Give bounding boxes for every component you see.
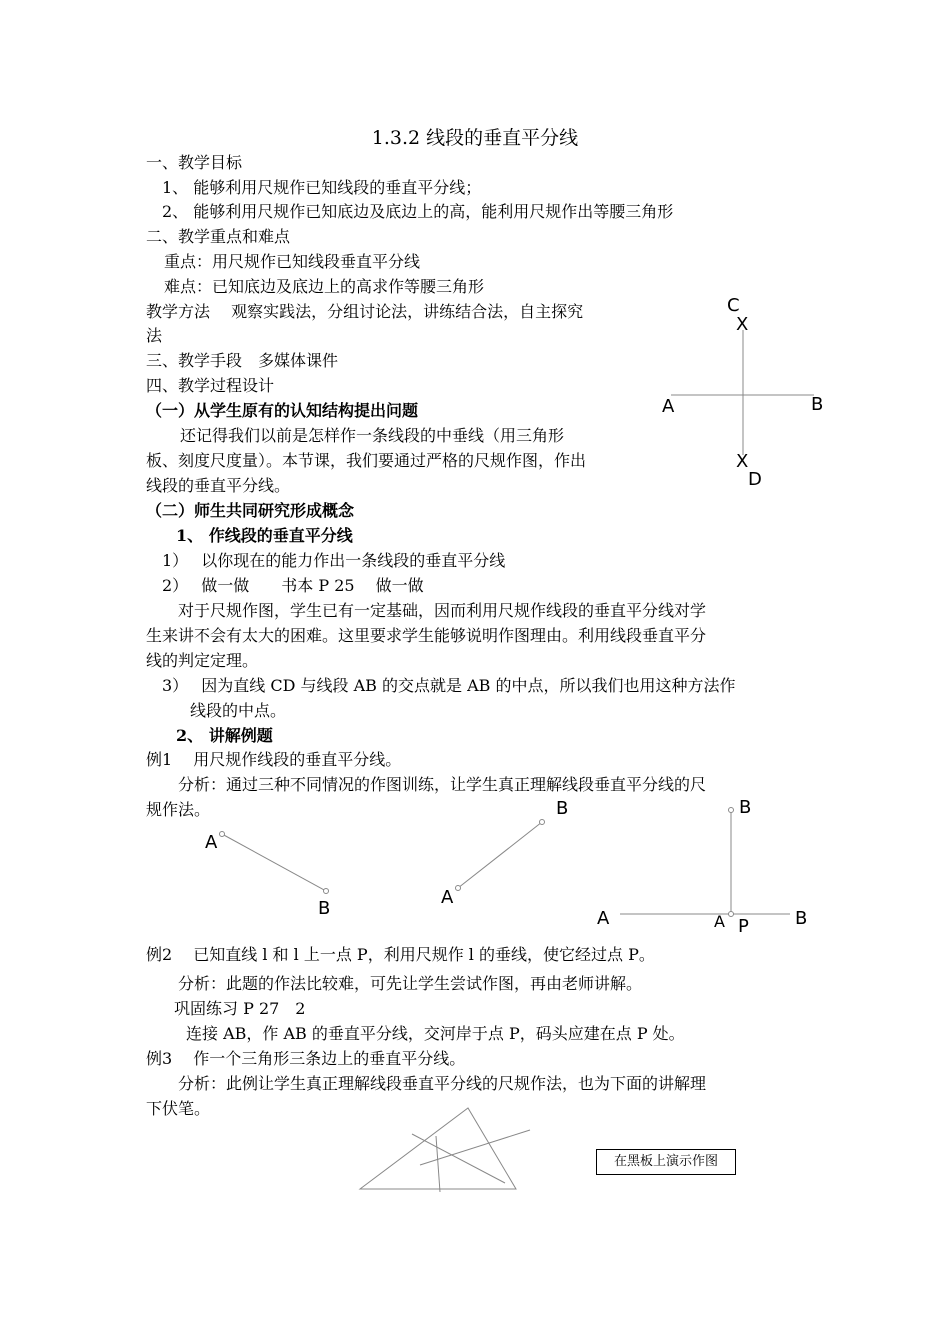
example-2-analysis: 分析：此题的作法比较难，可先让学生尝试作图，再由老师讲解。 bbox=[178, 974, 643, 993]
label-x-bottom: X bbox=[736, 451, 749, 472]
item-1: 1） 以你现在的能力作出一条线段的垂直平分线 bbox=[162, 551, 506, 570]
point-fig2-b bbox=[540, 820, 545, 825]
label-fig2-a: A bbox=[441, 887, 454, 908]
teaching-method-cont: 法 bbox=[146, 326, 163, 345]
part-2-heading: （二）师生共同研究形成概念 bbox=[146, 501, 355, 520]
objective-1: 1、 能够利用尺规作已知线段的垂直平分线； bbox=[162, 178, 482, 197]
example-1-analysis-b: 规作法。 bbox=[146, 800, 211, 819]
section-key-points: 二、教学重点和难点 bbox=[146, 227, 291, 246]
label-fig3-a-mid: A bbox=[714, 912, 725, 931]
label-fig2-b: B bbox=[556, 798, 569, 819]
section-objectives: 一、教学目标 bbox=[146, 153, 243, 172]
label-fig3-b-right: B bbox=[795, 908, 808, 929]
label-c: C bbox=[727, 295, 740, 316]
practice: 巩固练习 P 27 2 bbox=[174, 999, 306, 1018]
example-1-analysis-a: 分析：通过三种不同情况的作图训练，让学生真正理解线段垂直平分线的尺 bbox=[178, 775, 707, 794]
label-b: B bbox=[811, 394, 824, 415]
section-process: 四、教学过程设计 bbox=[146, 376, 275, 395]
section-means: 三、教学手段 多媒体课件 bbox=[146, 351, 339, 370]
example-1: 例1 用尺规作线段的垂直平分线。 bbox=[146, 750, 402, 769]
label-fig3-b: B bbox=[739, 797, 752, 818]
point-fig3-a bbox=[729, 912, 734, 917]
demo-on-blackboard-button[interactable]: 在黑板上演示作图 bbox=[596, 1149, 736, 1175]
item-3-text-b: 线段的中点。 bbox=[190, 701, 287, 720]
part-2-subheading-2: 2、 讲解例题 bbox=[176, 726, 273, 745]
label-a: A bbox=[662, 396, 675, 417]
item-2-text-c: 线的判定定理。 bbox=[146, 651, 259, 670]
item-2-text-b: 生来讲不会有太大的困难。这里要求学生能够说明作图理由。利用线段垂直平分 bbox=[146, 626, 707, 645]
segment-fig2 bbox=[458, 822, 542, 888]
point-fig3-b bbox=[729, 808, 734, 813]
teaching-method: 教学方法 观察实践法，分组讨论法，讲练结合法，自主探究 bbox=[146, 302, 584, 321]
item-3-text-a: 3） 因为直线 CD 与线段 AB 的交点就是 AB 的中点，所以我们也用这种方法作 bbox=[162, 676, 736, 695]
objective-2: 2、 能够利用尺规作已知底边及底边上的高，能利用尺规作出等腰三角形 bbox=[162, 202, 674, 221]
page-title: 1.3.2 线段的垂直平分线 bbox=[371, 127, 579, 149]
part-2-subheading-1: 1、 作线段的垂直平分线 bbox=[176, 526, 353, 545]
bisector-1 bbox=[412, 1134, 505, 1183]
part-1-text-a: 还记得我们以前是怎样作一条线段的中垂线（用三角形 bbox=[180, 426, 565, 445]
label-x-top: X bbox=[736, 314, 749, 335]
point-fig1-b bbox=[324, 889, 329, 894]
label-fig1-b: B bbox=[318, 898, 331, 919]
part-1-text-c: 线段的垂直平分线。 bbox=[146, 476, 291, 495]
item-2: 2） 做一做 书本 P 25 做一做 bbox=[162, 576, 424, 595]
part-1-heading: （一）从学生原有的认知结构提出问题 bbox=[146, 401, 419, 420]
practice-answer: 连接 AB，作 AB 的垂直平分线，交河岸于点 P，码头应建在点 P 处。 bbox=[186, 1024, 685, 1043]
segment-fig1 bbox=[222, 834, 326, 891]
example-3: 例3 作一个三角形三条边上的垂直平分线。 bbox=[146, 1049, 466, 1068]
label-fig3-p: P bbox=[738, 916, 749, 937]
example-3-analysis-b: 下伏笔。 bbox=[146, 1099, 211, 1118]
label-fig3-a-left: A bbox=[597, 908, 610, 929]
difficult-point: 难点：已知底边及底边上的高求作等腰三角形 bbox=[164, 277, 485, 296]
bisector-3 bbox=[436, 1136, 440, 1192]
part-1-text-b: 板、刻度尺度量）。本节课，我们要通过严格的尺规作图，作出 bbox=[146, 451, 587, 470]
point-fig1-a bbox=[220, 832, 225, 837]
label-d: D bbox=[748, 469, 762, 490]
item-2-text-a: 对于尺规作图，学生已有一定基础，因而利用尺规作线段的垂直平分线对学 bbox=[178, 601, 707, 620]
key-point: 重点：用尺规作已知线段垂直平分线 bbox=[164, 252, 421, 271]
example-3-analysis-a: 分析：此例让学生真正理解线段垂直平分线的尺规作法，也为下面的讲解理 bbox=[178, 1074, 707, 1093]
point-fig2-a bbox=[456, 886, 461, 891]
example-2: 例2 已知直线 l 和 l 上一点 P，利用尺规作 l 的垂线，使它经过点 P。 bbox=[146, 945, 655, 964]
label-fig1-a: A bbox=[205, 832, 218, 853]
